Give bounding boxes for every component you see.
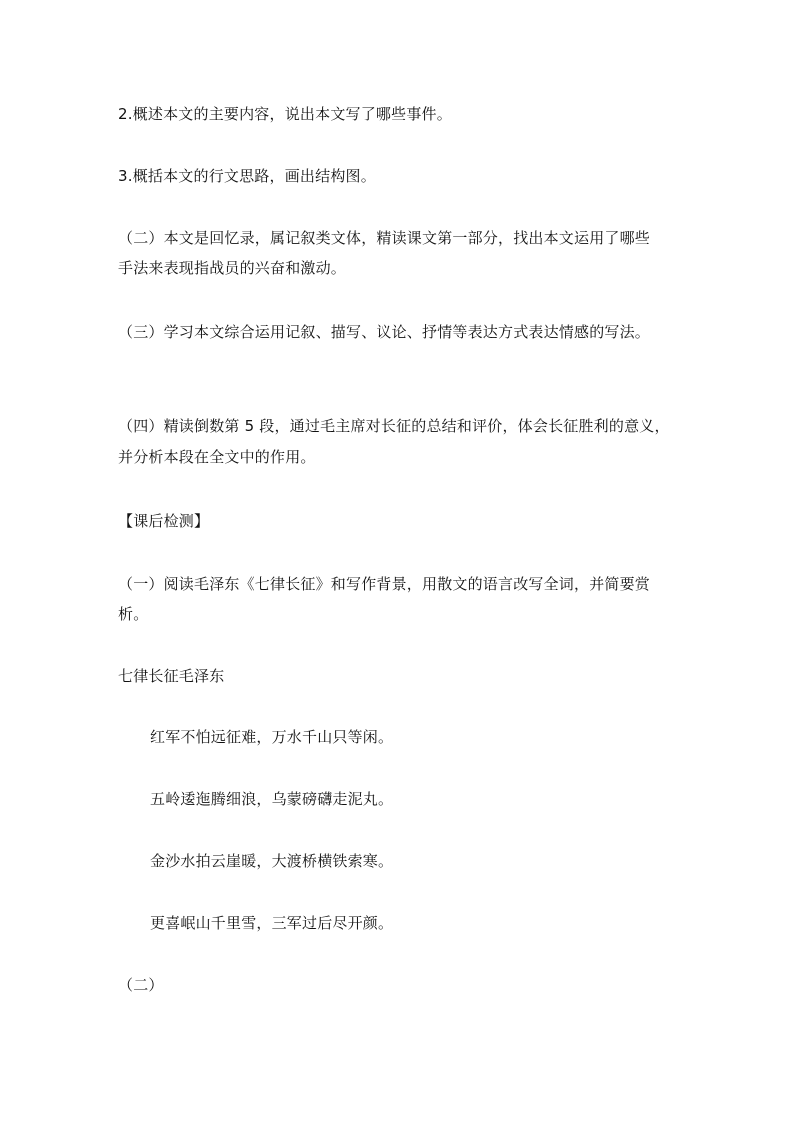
- task-3: （三）学习本文综合运用记叙、描写、议论、抒情等表达方式表达情感的写法。: [118, 323, 651, 341]
- exercise-1-line-1: （一）阅读毛泽东《七律长征》和写作背景，用散文的语言改写全词，并简要赏: [118, 575, 651, 593]
- poem-line-2: 五岭逶迤腾细浪，乌蒙磅礴走泥丸。: [150, 790, 394, 808]
- task-4-line-1: （四）精读倒数第 5 段，通过毛主席对长征的总结和评价，体会长征胜利的意义，: [118, 417, 670, 435]
- poem-line-1: 红军不怕远征难，万水千山只等闲。: [150, 728, 394, 746]
- section-heading-after-class-test: 【课后检测】: [118, 512, 210, 530]
- exercise-2-label: （二）: [118, 976, 164, 994]
- question-2-summary: 2.概述本文的主要内容，说出本文写了哪些事件。: [118, 105, 452, 123]
- exercise-1-line-2: 析。: [118, 605, 149, 623]
- question-3-structure: 3.概括本文的行文思路，画出结构图。: [118, 167, 376, 185]
- poem-line-3: 金沙水拍云崖暖，大渡桥横铁索寒。: [150, 852, 394, 870]
- task-4-line-2: 并分析本段在全文中的作用。: [118, 448, 316, 466]
- poem-line-4: 更喜岷山千里雪，三军过后尽开颜。: [150, 914, 394, 932]
- poem-title: 七律长征毛泽东: [118, 667, 225, 685]
- task-2-line-2: 手法来表现指战员的兴奋和激动。: [118, 259, 347, 277]
- task-2-line-1: （二）本文是回忆录，属记叙类文体，精读课文第一部分，找出本文运用了哪些: [118, 229, 651, 247]
